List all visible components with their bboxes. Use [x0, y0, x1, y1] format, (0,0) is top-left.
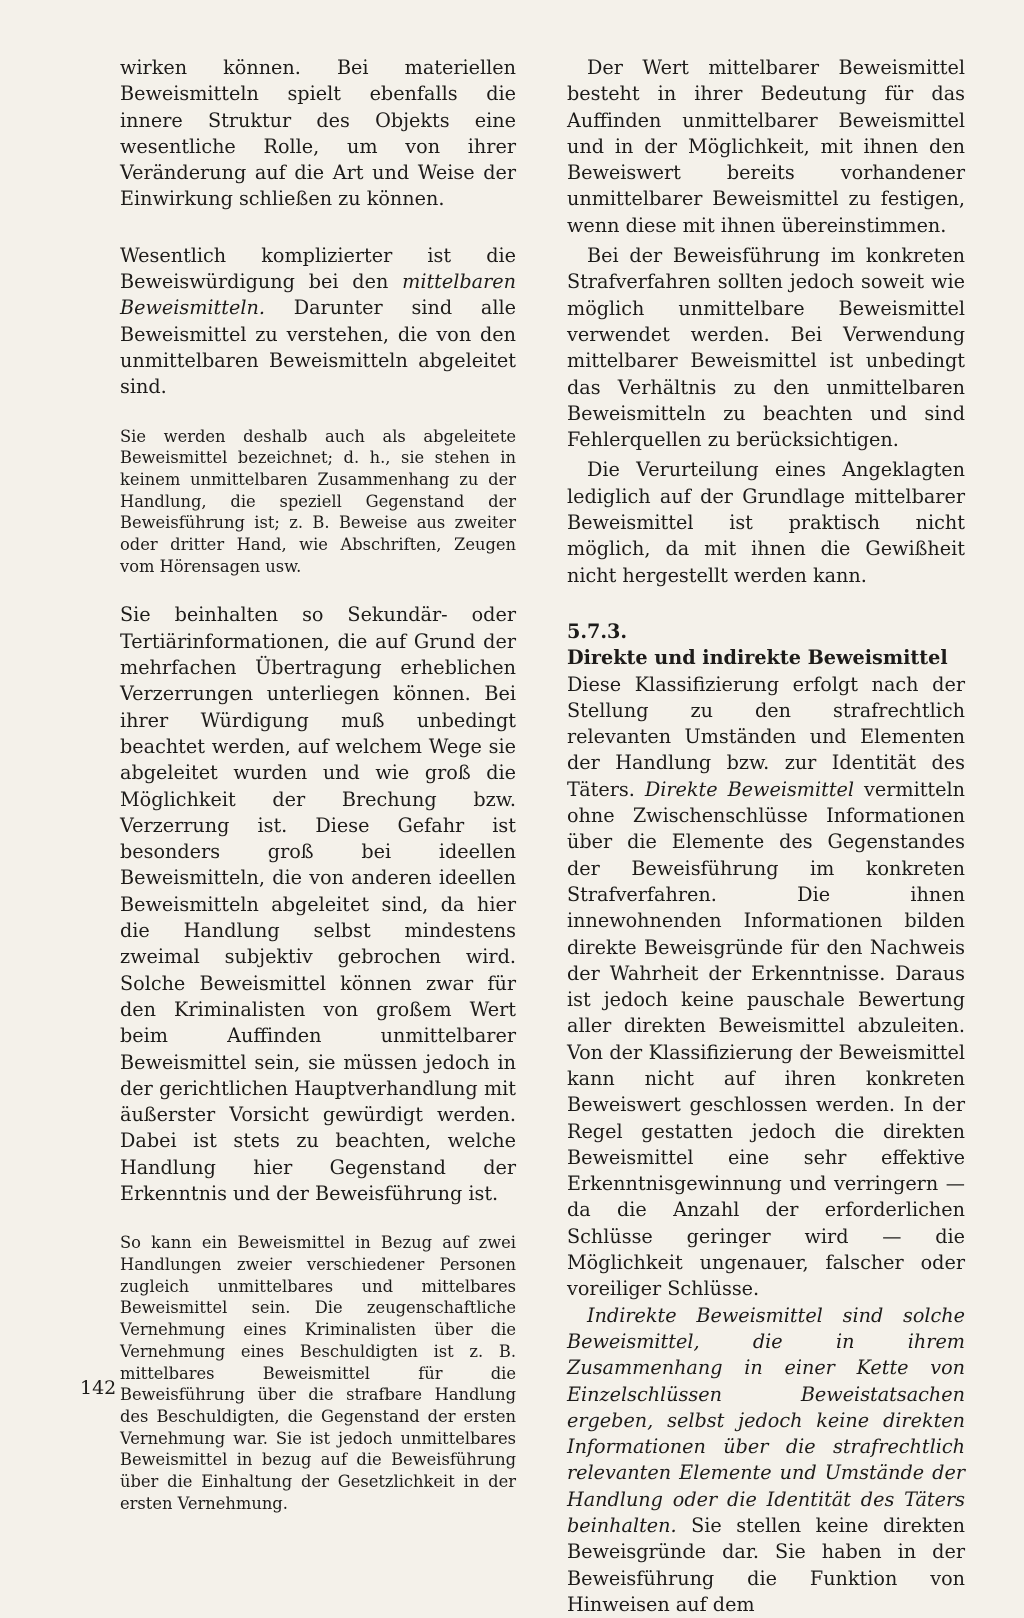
text-run: Diese Klassifizierung erfolgt nach der Stellung zu den strafrechtlich relevanten Umständen und Elementen der Handlung bzw. zur Identität des Täters. [567, 672, 965, 801]
emphasis: mittelbaren Beweismitteln. [120, 270, 516, 320]
text-run: Darunter sind alle Beweismittel zu verstehen, die von den unmittelbaren Beweismitteln abgeleitet sind. [120, 296, 516, 399]
small-print-paragraph: Sie werden deshalb auch als abgeleitete Beweismittel bezeichnet; d. h., sie stehen in keinem unmittelbaren Zusammenhang zu der Handlung, die speziell Gegenstand der Beweisführung ist; z. B. Beweise aus zweiter oder dritter Hand, wie Abschriften, Zeugen vom Hörensagen usw. [120, 426, 516, 576]
paragraph: Der Wert mittelbarer Beweismittel besteht in ihrer Bedeutung für das Auffinden unmittelbarer Beweismittel und in der Möglichkeit, mit ihnen den Beweiswert bereits vorhandener unmittelbarer Beweismittel zu festigen, wenn diese mit ihnen übereinstimmen. [567, 56, 965, 237]
paragraph: Bei der Beweisführung im konkreten Strafverfahren sollten jedoch soweit wie möglich unmittelbare Beweismittel verwendet werden. Bei Verwendung mittelbarer Beweismittel ist unbedingt das Verhältnis zu den unmittelbaren Beweismitteln zu beachten und sind Fehlerquellen zu berücksichtigen. [567, 244, 965, 452]
paragraph [567, 672, 965, 1303]
section-title: Direkte und indirekte Beweismittel [567, 646, 948, 670]
paragraph: Die Verurteilung eines Angeklagten lediglich auf der Grundlage mittelbarer Beweismittel ist praktisch nicht möglich, da mit ihnen die Gewißheit nicht hergestellt werden kann. [567, 458, 965, 587]
small-print-paragraph: So kann ein Beweismittel in Bezug auf zwei Handlungen zweier verschiedener Personen zugleich unmittelbares und mittelbares Beweismittel sein. Die zeugenschaftliche Vernehmung eines Kriminalisten über die Vernehmung eines Beschuldigten ist z. B. mittelbares Beweismittel für die Beweisführung über die strafbare Handlung des Beschuldigten, die Gegenstand der ersten Vernehmung war. Sie ist jedoch unmittelbares Beweismittel in bezug auf die Beweisführung über die Einhaltung der Gesetzlichkeit in der ersten Vernehmung. [120, 1233, 516, 1513]
paragraph [567, 1303, 965, 1618]
text-run: Wesentlich komplizierter ist die Beweiswürdigung bei den [120, 243, 516, 294]
page-number: 142 [80, 1377, 117, 1399]
emphasis: Indirekte Beweismittel sind solche Beweismittel, die in ihrem Zusammenhang in einer Kette von Einzelschlüssen Beweistatsachen ergeben, selbst jedoch keine direkten Informationen über die strafrechtlich relevanten Elemente und Umstände der Handlung oder die Identität des Täters beinhalten. [567, 1303, 965, 1538]
right-column [567, 55, 965, 1618]
text-run: Sie stellen keine direkten Beweisgründe dar. Sie haben in der Beweisführung die Funktion von Hinweisen auf dem [567, 1514, 965, 1616]
paragraph: Sie beinhalten so Sekundär- oder Tertiärinformationen, die auf Grund der mehrfachen Übertragung erheblichen Verzerrungen unterliegen können. Bei ihrer Würdigung muß unbedingt beachtet werden, auf welchem Wege sie abgeleitet wurden und wie groß die Möglichkeit der Brechung bzw. Verzerrung ist. Diese Gefahr ist besonders groß bei ideellen Beweismitteln, die von anderen ideellen Beweismitteln abgeleitet sind, da hier die Handlung selbst mindestens zweimal subjektiv gebrochen wird. Solche Beweismittel können zwar für den Kriminalisten von großem Wert beim Auffinden unmittelbarer Beweismittel sein, sie müssen jedoch in der gerichtlichen Hauptverhandlung mit äußerster Vorsicht gewürdigt werden. Dabei ist stets zu beachten, welche Handlung hier Gegenstand der Erkenntnis und der Beweisführung ist. [120, 603, 516, 1206]
paragraph [120, 243, 516, 401]
emphasis: Direkte Beweismittel [644, 777, 855, 801]
left-column [120, 55, 516, 1514]
text-run: vermitteln ohne Zwischenschlüsse Informationen über die Elemente des Gegenstandes der Beweisführung im konkreten Strafverfahren. Die ihnen innewohnenden Informationen bilden direkte Beweisgründe für den Nachweis der Wahrheit der Erkenntnisse. Daraus ist jedoch keine pauschale Bewertung aller direkten Beweismittel abzuleiten. Von der Klassifizierung der Beweismittel kann nicht auf ihren konkreten Beweiswert geschlossen werden. In der Regel gestatten jedoch die direkten Beweismittel eine sehr effektive Erkenntnisgewinnung und verringern — da die Anzahl der erforderlichen Schlüsse geringer wird — die Möglichkeit ungenauer, falscher oder voreiliger Schlüsse. [567, 777, 965, 1301]
paragraph: wirken können. Bei materiellen Beweismitteln spielt ebenfalls die innere Struktur des Objekts eine wesentliche Rolle, um von ihrer Veränderung auf die Art und Weise der Einwirkung schließen zu können. [120, 56, 516, 211]
section-number: 5.7.3. [567, 619, 628, 643]
